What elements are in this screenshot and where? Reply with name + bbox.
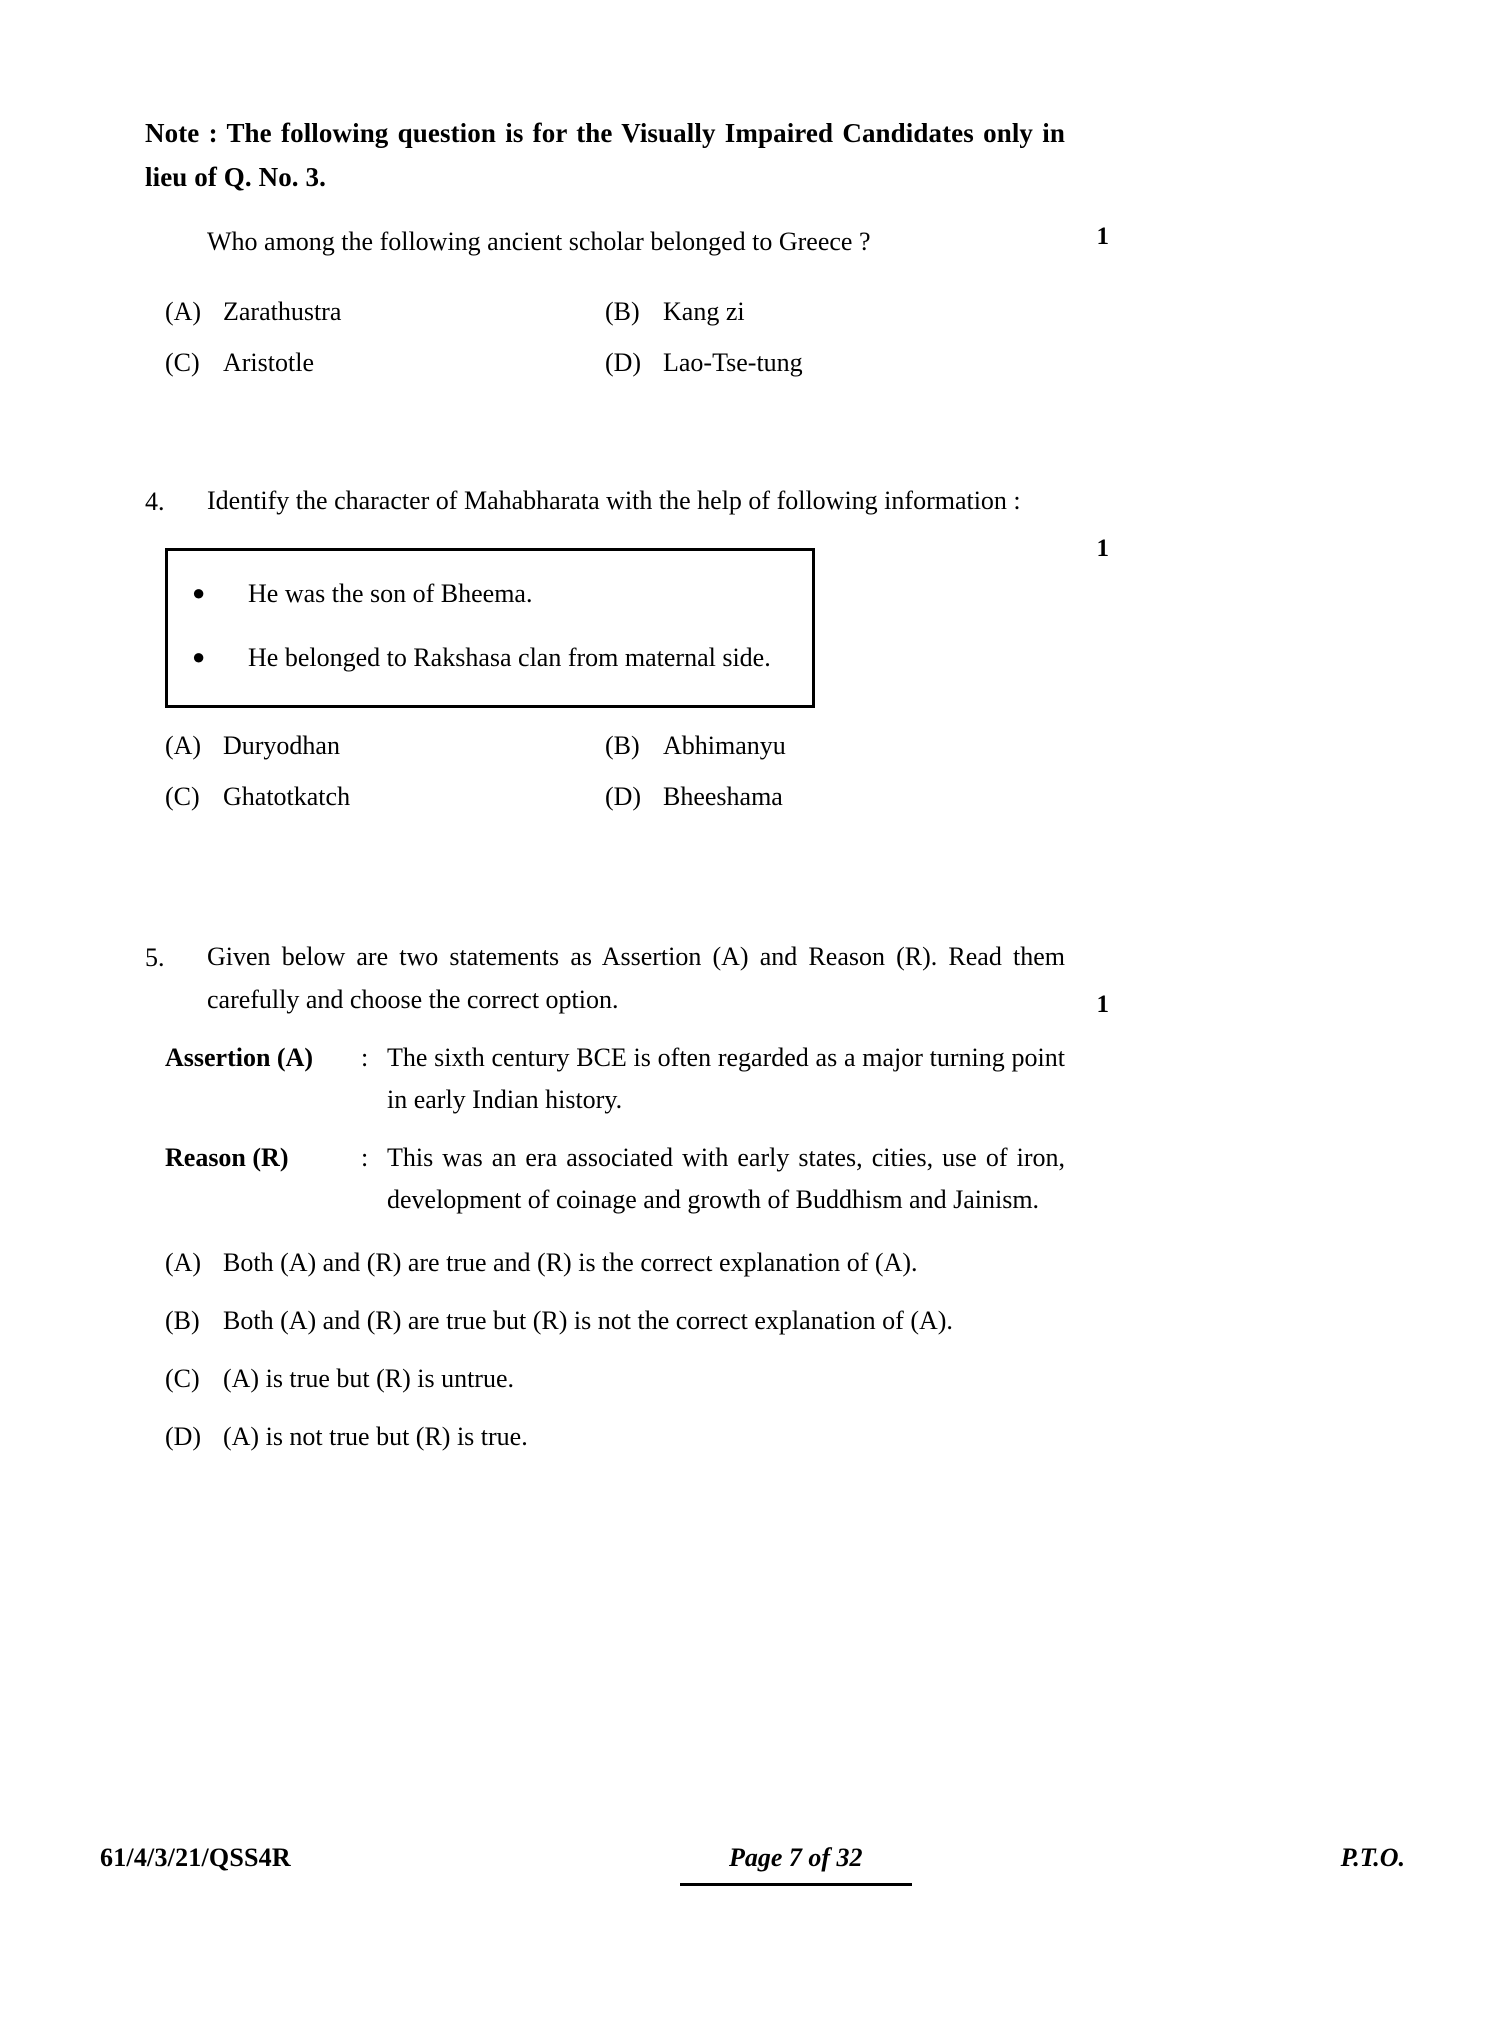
assertion-colon: :	[361, 1042, 369, 1072]
hint-item	[192, 637, 786, 679]
hint-item-text: He belonged to Rakshasa clan from maternal side.	[248, 643, 771, 673]
option-a[interactable]	[145, 1243, 1065, 1282]
option-a-label: Duryodhan	[223, 731, 340, 761]
question-4-hint-box	[165, 548, 815, 708]
option-c-label: Ghatotkatch	[223, 782, 351, 812]
vi-question-row	[145, 221, 1109, 263]
option-c-key: (C)	[165, 347, 200, 377]
question-4-marks: 1	[1096, 534, 1109, 562]
vi-note-text: Note : The following question is for the Visually Impaired Candidates only in lieu of Q. No. 3.	[145, 118, 1065, 192]
option-a-key: (A)	[165, 296, 202, 326]
option-b-label: Both (A) and (R) are true but (R) is not the correct explanation of (A).	[223, 1306, 953, 1336]
vi-note-block	[145, 112, 1065, 199]
vi-question-marks: 1	[1096, 223, 1109, 251]
question-5-options	[145, 1243, 1065, 1456]
paper-code: 61/4/3/21/QSS4R	[100, 1843, 291, 1872]
option-c-label: (A) is true but (R) is untrue.	[223, 1364, 515, 1394]
option-d-label: (A) is not true but (R) is true.	[223, 1422, 528, 1452]
option-b-key: (B)	[165, 1306, 200, 1336]
option-b-label: Abhimanyu	[663, 731, 786, 761]
option-d-label: Bheeshama	[663, 782, 783, 812]
question-4-options	[145, 726, 1065, 816]
option-row	[145, 343, 1065, 382]
option-c[interactable]	[145, 1359, 1065, 1398]
option-d-key: (D)	[605, 347, 642, 377]
option-d-key: (D)	[165, 1422, 202, 1452]
page-footer	[100, 1843, 1405, 1886]
page-indicator	[680, 1843, 912, 1886]
bullet-icon: ●	[192, 580, 206, 606]
reason-label: Reason (R)	[165, 1142, 289, 1172]
question-5-marks: 1	[1096, 991, 1109, 1019]
option-d[interactable]	[605, 777, 1065, 816]
page-number-label: Page 7 of 32	[728, 1843, 863, 1872]
option-b-label: Kang zi	[663, 296, 745, 326]
option-row	[145, 292, 1065, 331]
option-d-label: Lao-Tse-tung	[663, 347, 803, 377]
question-5-number: 5.	[145, 943, 165, 973]
vi-question-text: Who among the following ancient scholar belonged to Greece ?	[207, 227, 871, 257]
page-content	[145, 112, 1109, 1475]
option-c[interactable]	[145, 343, 605, 382]
assertion-label: Assertion (A)	[165, 1042, 314, 1072]
option-a-label: Zarathustra	[223, 296, 342, 326]
hint-item-text: He was the son of Bheema.	[248, 579, 533, 609]
vi-question-number-spacer	[145, 221, 207, 222]
question-5-text: Given below are two statements as Assertion (A) and Reason (R). Read them carefully and choose the correct option.	[207, 942, 1065, 1014]
question-5-row	[145, 936, 1109, 1020]
option-a[interactable]	[145, 292, 605, 331]
vi-question-options	[145, 292, 1065, 382]
option-row	[145, 777, 1065, 816]
option-b[interactable]	[145, 1301, 1065, 1340]
option-a-key: (A)	[165, 731, 202, 761]
footer-divider	[680, 1883, 912, 1886]
option-d-key: (D)	[605, 782, 642, 812]
assertion-row	[145, 1037, 1065, 1121]
bullet-icon: ●	[192, 644, 206, 670]
pto-label: P.T.O.	[1340, 1843, 1405, 1872]
assertion-text: The sixth century BCE is often regarded as a major turning point in early Indian history.	[387, 1042, 1065, 1114]
option-a-key: (A)	[165, 1248, 202, 1278]
hint-item	[192, 573, 786, 615]
option-a[interactable]	[145, 726, 605, 765]
option-b-key: (B)	[605, 731, 640, 761]
reason-colon: :	[361, 1142, 369, 1172]
option-row	[145, 726, 1065, 765]
question-4-row	[145, 480, 1109, 562]
option-c-key: (C)	[165, 1364, 200, 1394]
option-c[interactable]	[145, 777, 605, 816]
option-b[interactable]	[605, 726, 1065, 765]
option-b[interactable]	[605, 292, 1065, 331]
option-c-label: Aristotle	[223, 347, 314, 377]
option-c-key: (C)	[165, 782, 200, 812]
option-b-key: (B)	[605, 296, 640, 326]
option-d[interactable]	[145, 1417, 1065, 1456]
reason-row	[145, 1137, 1065, 1221]
question-4-number: 4.	[145, 486, 165, 516]
option-d[interactable]	[605, 343, 1065, 382]
reason-text: This was an era associated with early states, cities, use of iron, development of coinage and growth of Buddhism and Jainism.	[387, 1142, 1065, 1214]
option-a-label: Both (A) and (R) are true and (R) is the correct explanation of (A).	[223, 1248, 918, 1278]
question-4-text: Identify the character of Mahabharata with the help of following information :	[207, 485, 1021, 515]
